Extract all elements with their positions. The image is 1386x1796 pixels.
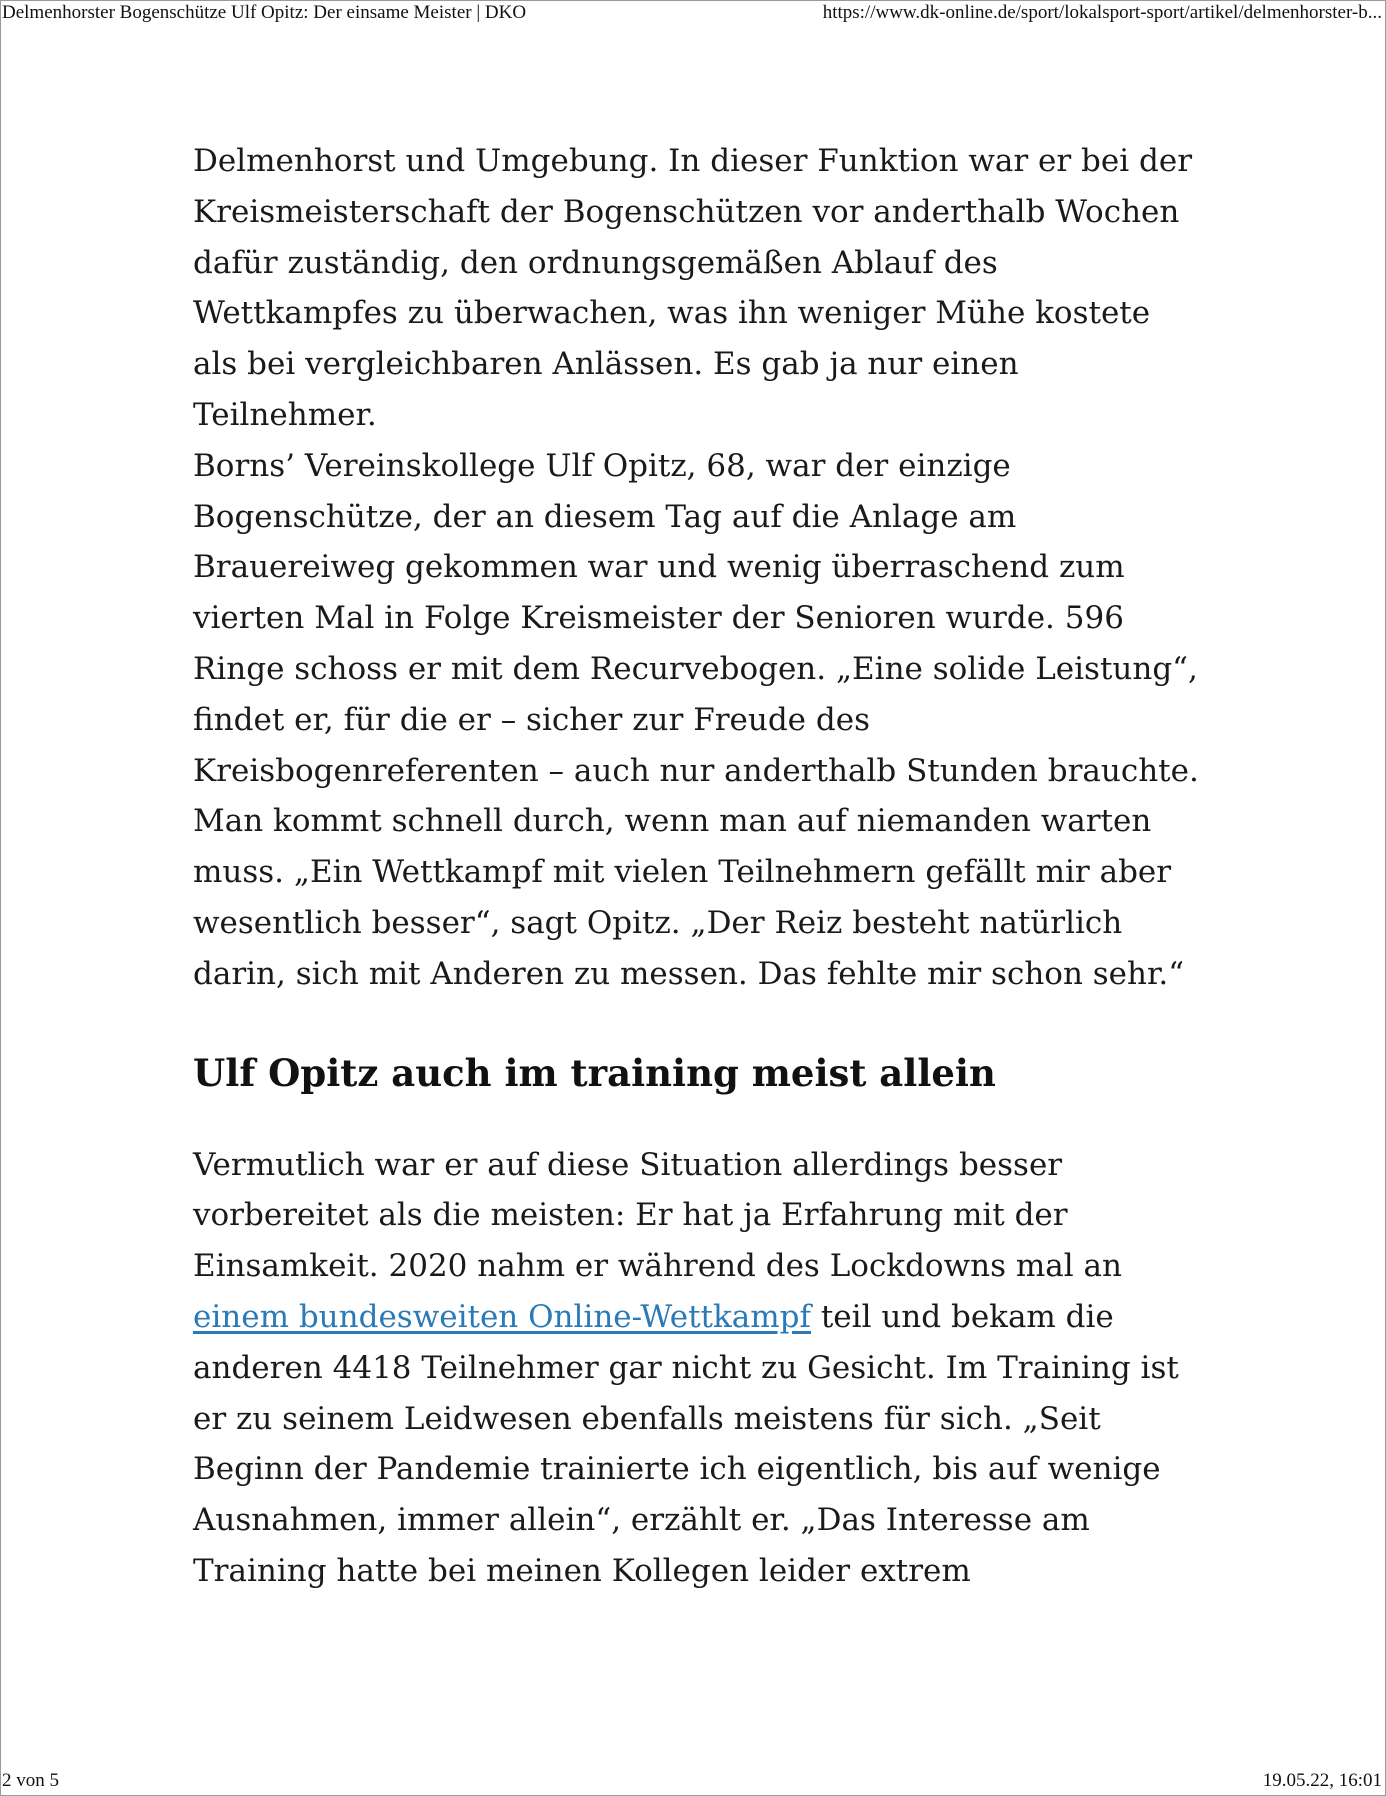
article-paragraph: Borns’ Vereinskollege Ulf Opitz, 68, war der einzige Bogenschütze, der an diesem Tag auf die Anlage am Brauereiweg gekommen war und wenig überraschend zum vierten Mal in Folge Kreismeister der Senioren wurde. 596 Ringe schoss er mit dem Recurvebogen. „Eine solide Leistung“, findet er, für die er – sicher zur Freude des Kreisbogenreferenten – auch nur anderthalb Stunden brauchte. Man kommt schnell durch, wenn man auf niemanden warten muss. „Ein Wettkampf mit vielen Teilnehmern gefällt mir aber wesentlich besser“, sagt Opitz. „Der Reiz besteht natürlich darin, sich mit Anderen zu messen. Das fehlte mir schon sehr.“ — [193, 447, 1199, 992]
print-header — [2, 2, 1382, 28]
print-header-url: https://www.dk-online.de/sport/lokalsport-sport/artikel/delmenhorster-b... — [822, 2, 1382, 23]
paragraph-text: Vermutlich war er auf diese Situation allerdings besser vorbereitet als die meisten: Er hat ja Erfahrung mit der Einsamkeit. 2020 nahm er während des Lockdowns mal an — [193, 1146, 1122, 1285]
print-footer — [2, 1770, 1382, 1794]
article-body — [193, 136, 1203, 1597]
page-number: 2 von 5 — [2, 1770, 59, 1791]
print-datetime: 19.05.22, 16:01 — [1262, 1770, 1382, 1791]
article-paragraph — [193, 1140, 1203, 1597]
paragraph-text: teil und bekam die anderen 4418 Teilnehmer gar nicht zu Gesicht. Im Training ist er zu seinem Leidwesen ebenfalls meistens für sich. „Seit Beginn der Pandemie trainierte ich eigentlich, bis auf wenige Ausnahmen, immer allein“, erzählt er. „Das Interesse am Training hatte bei meinen Kollegen leider extrem — [193, 1298, 1179, 1589]
article-paragraph: Delmenhorst und Umgebung. In dieser Funktion war er bei der Kreismeisterschaft der Bogenschützen vor anderthalb Wochen dafür zuständig, den ordnungsgemäßen Ablauf des Wettkampfes zu überwachen, was ihn weniger Mühe kostete als bei vergleichbaren Anlässen. Es gab ja nur einen Teilnehmer. — [193, 143, 1193, 433]
article-subheading: Ulf Opitz auch im training meist allein — [193, 1050, 996, 1095]
online-wettkampf-link[interactable]: einem bundesweiten Online-Wettkampf — [193, 1298, 811, 1335]
print-header-title: Delmenhorster Bogenschütze Ulf Opitz: Der einsame Meister | DKO — [2, 2, 527, 23]
